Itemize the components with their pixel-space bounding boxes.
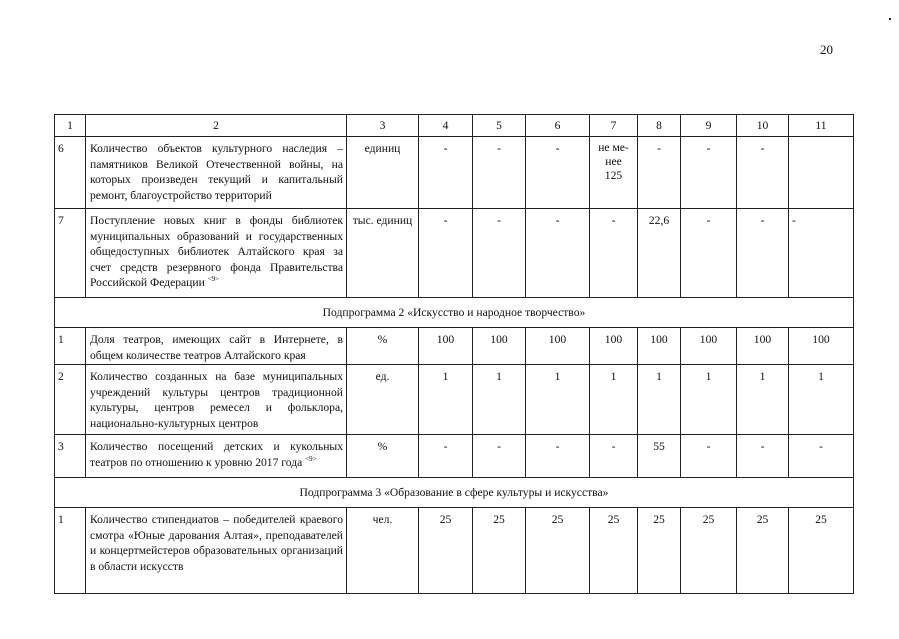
value-cell: 25 [737, 508, 789, 594]
value-cell: 100 [590, 328, 638, 365]
value-cell: - [473, 435, 526, 478]
row-number: 2 [55, 365, 86, 435]
table-body [55, 115, 854, 594]
table-row [55, 209, 854, 298]
value-cell: 1 [638, 365, 681, 435]
header-cell: 1 [55, 115, 86, 137]
section-row [55, 478, 854, 508]
value-cell [789, 137, 854, 209]
indicator-text: Поступление новых книг в фонды библиотек муниципальных образований и государственных общедоступных библиотек Алтайского края за счет средств резервного фонда Правительства Российской Федерации [90, 214, 343, 289]
indicator-name: Количество стипендиатов – победителей краевого смотра «Юные дарования Алтая», преподавателей и концертмейстеров образовательных организаций в области искусств [86, 508, 347, 594]
indicator-name: Количество объектов культурного наследия – памятников Великой Отечественной войны, на которых произведен текущий и капитальный ремонт, благоустройство территорий [86, 137, 347, 209]
value-cell: - [681, 137, 737, 209]
value-cell: - [590, 435, 638, 478]
row-number: 1 [55, 508, 86, 594]
row-number: 7 [55, 209, 86, 298]
indicator-name: Доля театров, имеющих сайт в Интернете, в общем количестве театров Алтайского края [86, 328, 347, 365]
value-cell: - [473, 209, 526, 298]
value-cell: 25 [473, 508, 526, 594]
footnote-ref: <9> [207, 275, 220, 284]
table-row [55, 328, 854, 365]
value-cell: 25 [526, 508, 590, 594]
value-cell: - [590, 209, 638, 298]
section-row [55, 298, 854, 328]
value-cell: 25 [638, 508, 681, 594]
value-cell: - [419, 435, 473, 478]
scan-mark [889, 18, 891, 20]
value-cell: - [737, 435, 789, 478]
value-cell: 1 [789, 365, 854, 435]
value-cell: не ме- нее 125 [590, 137, 638, 209]
header-cell: 11 [789, 115, 854, 137]
value-cell: 100 [473, 328, 526, 365]
value-cell: - [789, 209, 854, 298]
subprogram-title: Подпрограмма 3 «Образование в сфере культуры и искусства» [55, 478, 854, 508]
value-cell: - [526, 209, 590, 298]
value-cell: 100 [737, 328, 789, 365]
header-cell: 6 [526, 115, 590, 137]
value-cell: 25 [590, 508, 638, 594]
value-cell: - [419, 137, 473, 209]
subprogram-title: Подпрограмма 2 «Искусство и народное творчество» [55, 298, 854, 328]
value-cell: 100 [419, 328, 473, 365]
row-number: 3 [55, 435, 86, 478]
table-row [55, 365, 854, 435]
header-cell: 9 [681, 115, 737, 137]
value-cell: - [526, 137, 590, 209]
value-cell: 1 [526, 365, 590, 435]
value-cell: 1 [590, 365, 638, 435]
row-number: 6 [55, 137, 86, 209]
indicator-name [86, 435, 347, 478]
header-cell: 10 [737, 115, 789, 137]
indicator-name [86, 209, 347, 298]
value-cell: 1 [737, 365, 789, 435]
value-cell: 25 [681, 508, 737, 594]
value-cell: - [737, 209, 789, 298]
value-cell: 22,6 [638, 209, 681, 298]
unit-cell: ед. [347, 365, 419, 435]
value-cell: - [638, 137, 681, 209]
table-row [55, 435, 854, 478]
header-cell: 8 [638, 115, 681, 137]
header-cell: 7 [590, 115, 638, 137]
unit-cell: % [347, 328, 419, 365]
value-cell: - [737, 137, 789, 209]
value-cell: 1 [419, 365, 473, 435]
unit-cell: чел. [347, 508, 419, 594]
value-cell: 25 [789, 508, 854, 594]
header-cell: 2 [86, 115, 347, 137]
value-cell: 100 [638, 328, 681, 365]
value-cell: 100 [526, 328, 590, 365]
table-row [55, 508, 854, 594]
value-cell: 100 [789, 328, 854, 365]
value-cell: - [789, 435, 854, 478]
value-cell: 100 [681, 328, 737, 365]
value-cell: 1 [681, 365, 737, 435]
value-cell: 25 [419, 508, 473, 594]
header-row [55, 115, 854, 137]
table-row [55, 137, 854, 209]
value-cell: - [681, 435, 737, 478]
value-cell: - [473, 137, 526, 209]
unit-cell: единиц [347, 137, 419, 209]
indicators-table [54, 114, 854, 594]
unit-cell: % [347, 435, 419, 478]
page-number: 20 [820, 42, 833, 57]
indicator-name: Количество созданных на базе муниципальных учреждений культуры центров традиционной культуры, центров ремесел и фольклора, национально-культурных центров [86, 365, 347, 435]
header-cell: 4 [419, 115, 473, 137]
value-cell: - [419, 209, 473, 298]
value-cell: - [526, 435, 590, 478]
value-cell: 1 [473, 365, 526, 435]
header-cell: 3 [347, 115, 419, 137]
indicator-text: Количество посещений детских и кукольных театров по отношению к уровню 2017 года [90, 440, 343, 469]
unit-cell: тыс. единиц [347, 209, 419, 298]
value-cell: - [681, 209, 737, 298]
header-cell: 5 [473, 115, 526, 137]
row-number: 1 [55, 328, 86, 365]
value-cell: 55 [638, 435, 681, 478]
footnote-ref: <9> [305, 454, 317, 463]
